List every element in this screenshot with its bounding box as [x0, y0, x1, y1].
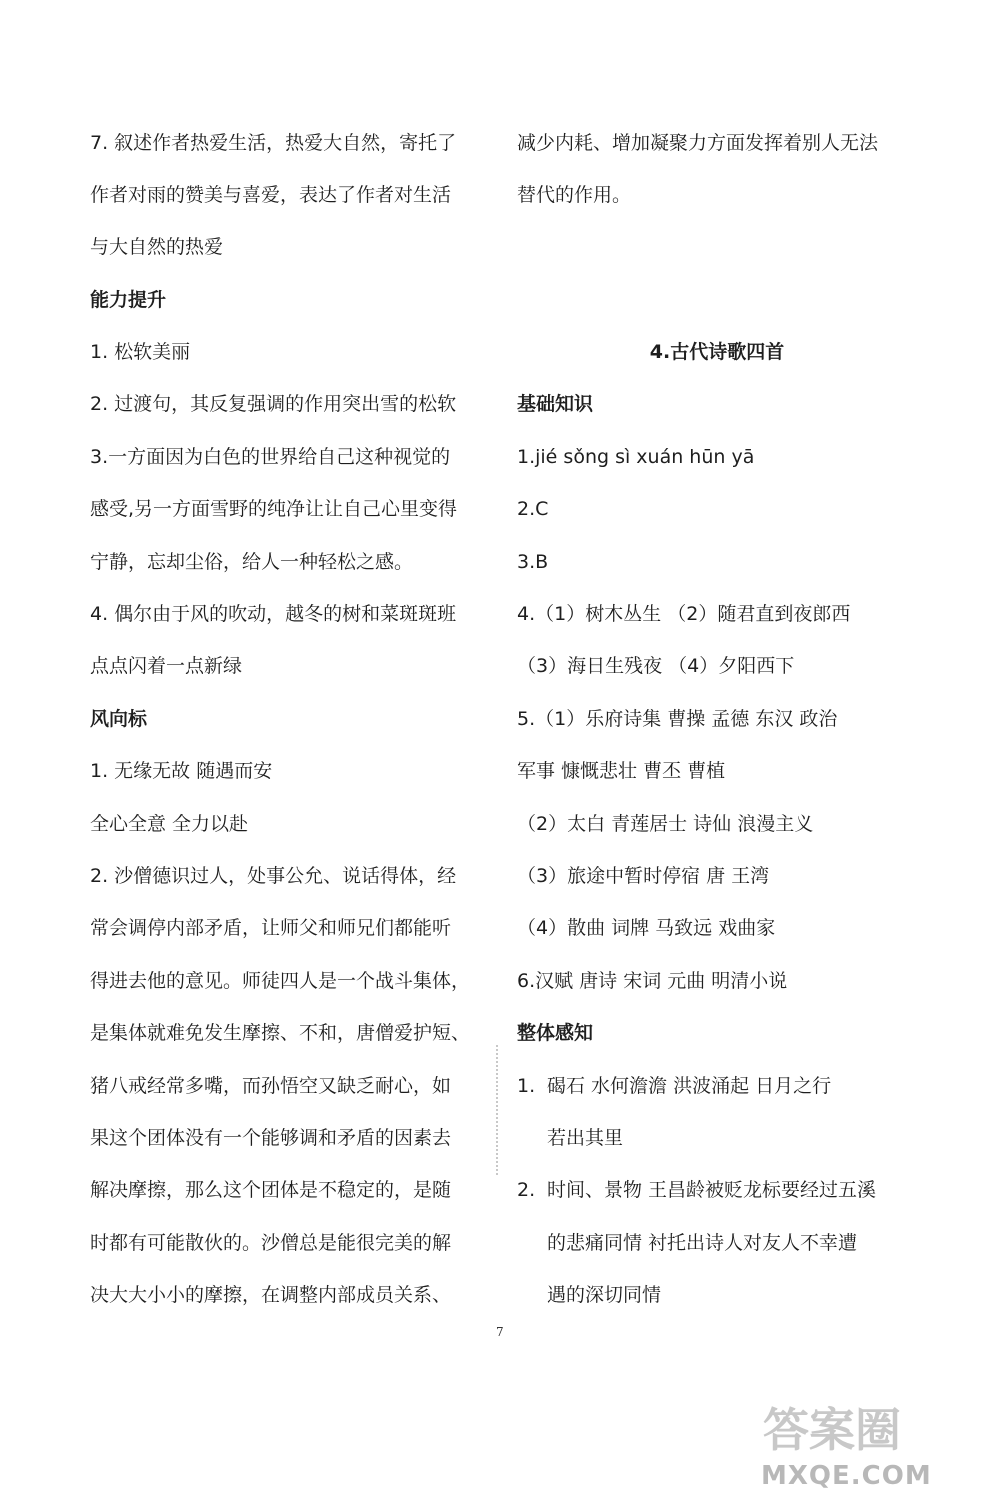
right-line-overall-1b: 若出其里 [547, 1127, 624, 1149]
right-line-overall-1a: 碣石 水何澹澹 洪波涌起 日月之行 [547, 1075, 832, 1097]
left-line-22: 时都有可能散伙的。沙僧总是能很完美的解 [90, 1232, 452, 1254]
left-line-11: 点点闪着一点新绿 [90, 655, 243, 677]
right-line-2c: 2.C [517, 498, 549, 520]
right-line-overall-2a: 时间、景物 王昌龄被贬龙标要经过五溪 [547, 1179, 877, 1201]
left-line-9: 宁静，忘却尘俗，给人一种轻松之感。 [90, 551, 414, 573]
left-line-8: 感受,另一方面雪野的纯净让让自己心里变得 [90, 498, 458, 520]
left-line-19: 猪八戒经常多嘴，而孙悟空又缺乏耐心，如 [90, 1075, 452, 1097]
watermark-bottom-text: MXQE.COM [761, 1461, 932, 1490]
page-number: 7 [496, 1325, 504, 1339]
right-line-5d: （3）旅途中暂时停宿 唐 王湾 [517, 865, 770, 887]
left-line-10: 4. 偶尔由于风的吹动，越冬的树和菜斑斑班 [90, 603, 457, 625]
right-line-4a: 4.（1）树木丛生 （2）随君直到夜郎西 [517, 603, 851, 625]
left-line-21: 解决摩擦，那么这个团体是不稳定的，是随 [90, 1179, 452, 1201]
left-line-7: 3.一方面因为白色的世界给自己这种视觉的 [90, 446, 451, 468]
left-line-18: 是集体就难免发生摩擦、不和，唐僧爱护短、 [90, 1022, 471, 1044]
lesson-title: 4.古代诗歌四首 [649, 341, 785, 363]
section-heading-wind: 风向标 [90, 708, 148, 730]
left-line-14: 全心全意 全力以赴 [90, 813, 249, 835]
left-line-17: 得进去他的意见。师徒四人是一个战斗集体， [90, 970, 471, 992]
left-line-16: 常会调停内部矛盾，让师父和师兄们都能听 [90, 917, 452, 939]
watermark-top-text: 答案圈 [763, 1403, 901, 1457]
left-line-20: 果这个团体没有一个能够调和矛盾的因素去 [90, 1127, 452, 1149]
left-line-5: 1. 松软美丽 [90, 341, 191, 363]
right-line-5b: 军事 慷慨悲壮 曹丕 曹植 [517, 760, 726, 782]
left-line-2: 作者对雨的赞美与喜爱，表达了作者对生活 [90, 184, 452, 206]
left-line-6: 2. 过渡句，其反复强调的作用突出雪的松软 [90, 393, 457, 415]
section-heading-basics: 基础知识 [517, 393, 594, 415]
section-heading-overall: 整体感知 [517, 1022, 594, 1044]
left-line-1: 7. 叙述作者热爱生活，热爱大自然，寄托了 [90, 132, 457, 154]
right-item-number-2: 2. [517, 1179, 536, 1201]
right-line-3b: 3.B [517, 551, 549, 573]
right-line-6: 6.汉赋 唐诗 宋词 元曲 明清小说 [517, 970, 788, 992]
section-heading-ability: 能力提升 [90, 289, 167, 311]
right-line-5e: （4）散曲 词牌 马致远 戏曲家 [517, 917, 776, 939]
left-line-23: 决大大小小的摩擦，在调整内部成员关系、 [90, 1284, 452, 1306]
watermark-logo [755, 1400, 995, 1490]
left-line-15: 2. 沙僧德识过人，处事公允、说话得体，经 [90, 865, 457, 887]
right-line-1: 减少内耗、增加凝聚力方面发挥着别人无法 [517, 132, 879, 154]
right-line-pinyin: 1.jié sǒng sì xuán hūn yā [517, 446, 755, 468]
right-line-5a: 5.（1）乐府诗集 曹操 孟德 东汉 政治 [517, 708, 838, 730]
right-line-4b: （3）海日生残夜 （4）夕阳西下 [517, 655, 795, 677]
right-line-overall-2b: 的悲痛同情 衬托出诗人对友人不幸遭 [547, 1232, 858, 1254]
right-line-overall-2c: 遇的深切同情 [547, 1284, 662, 1306]
right-line-5c: （2）太白 青莲居士 诗仙 浪漫主义 [517, 813, 814, 835]
right-line-2: 替代的作用。 [517, 184, 632, 206]
left-line-3: 与大自然的热爱 [90, 236, 224, 258]
left-line-13: 1. 无缘无故 随遇而安 [90, 760, 273, 782]
right-item-number-1: 1. [517, 1075, 536, 1097]
scan-dots [496, 1045, 502, 1175]
